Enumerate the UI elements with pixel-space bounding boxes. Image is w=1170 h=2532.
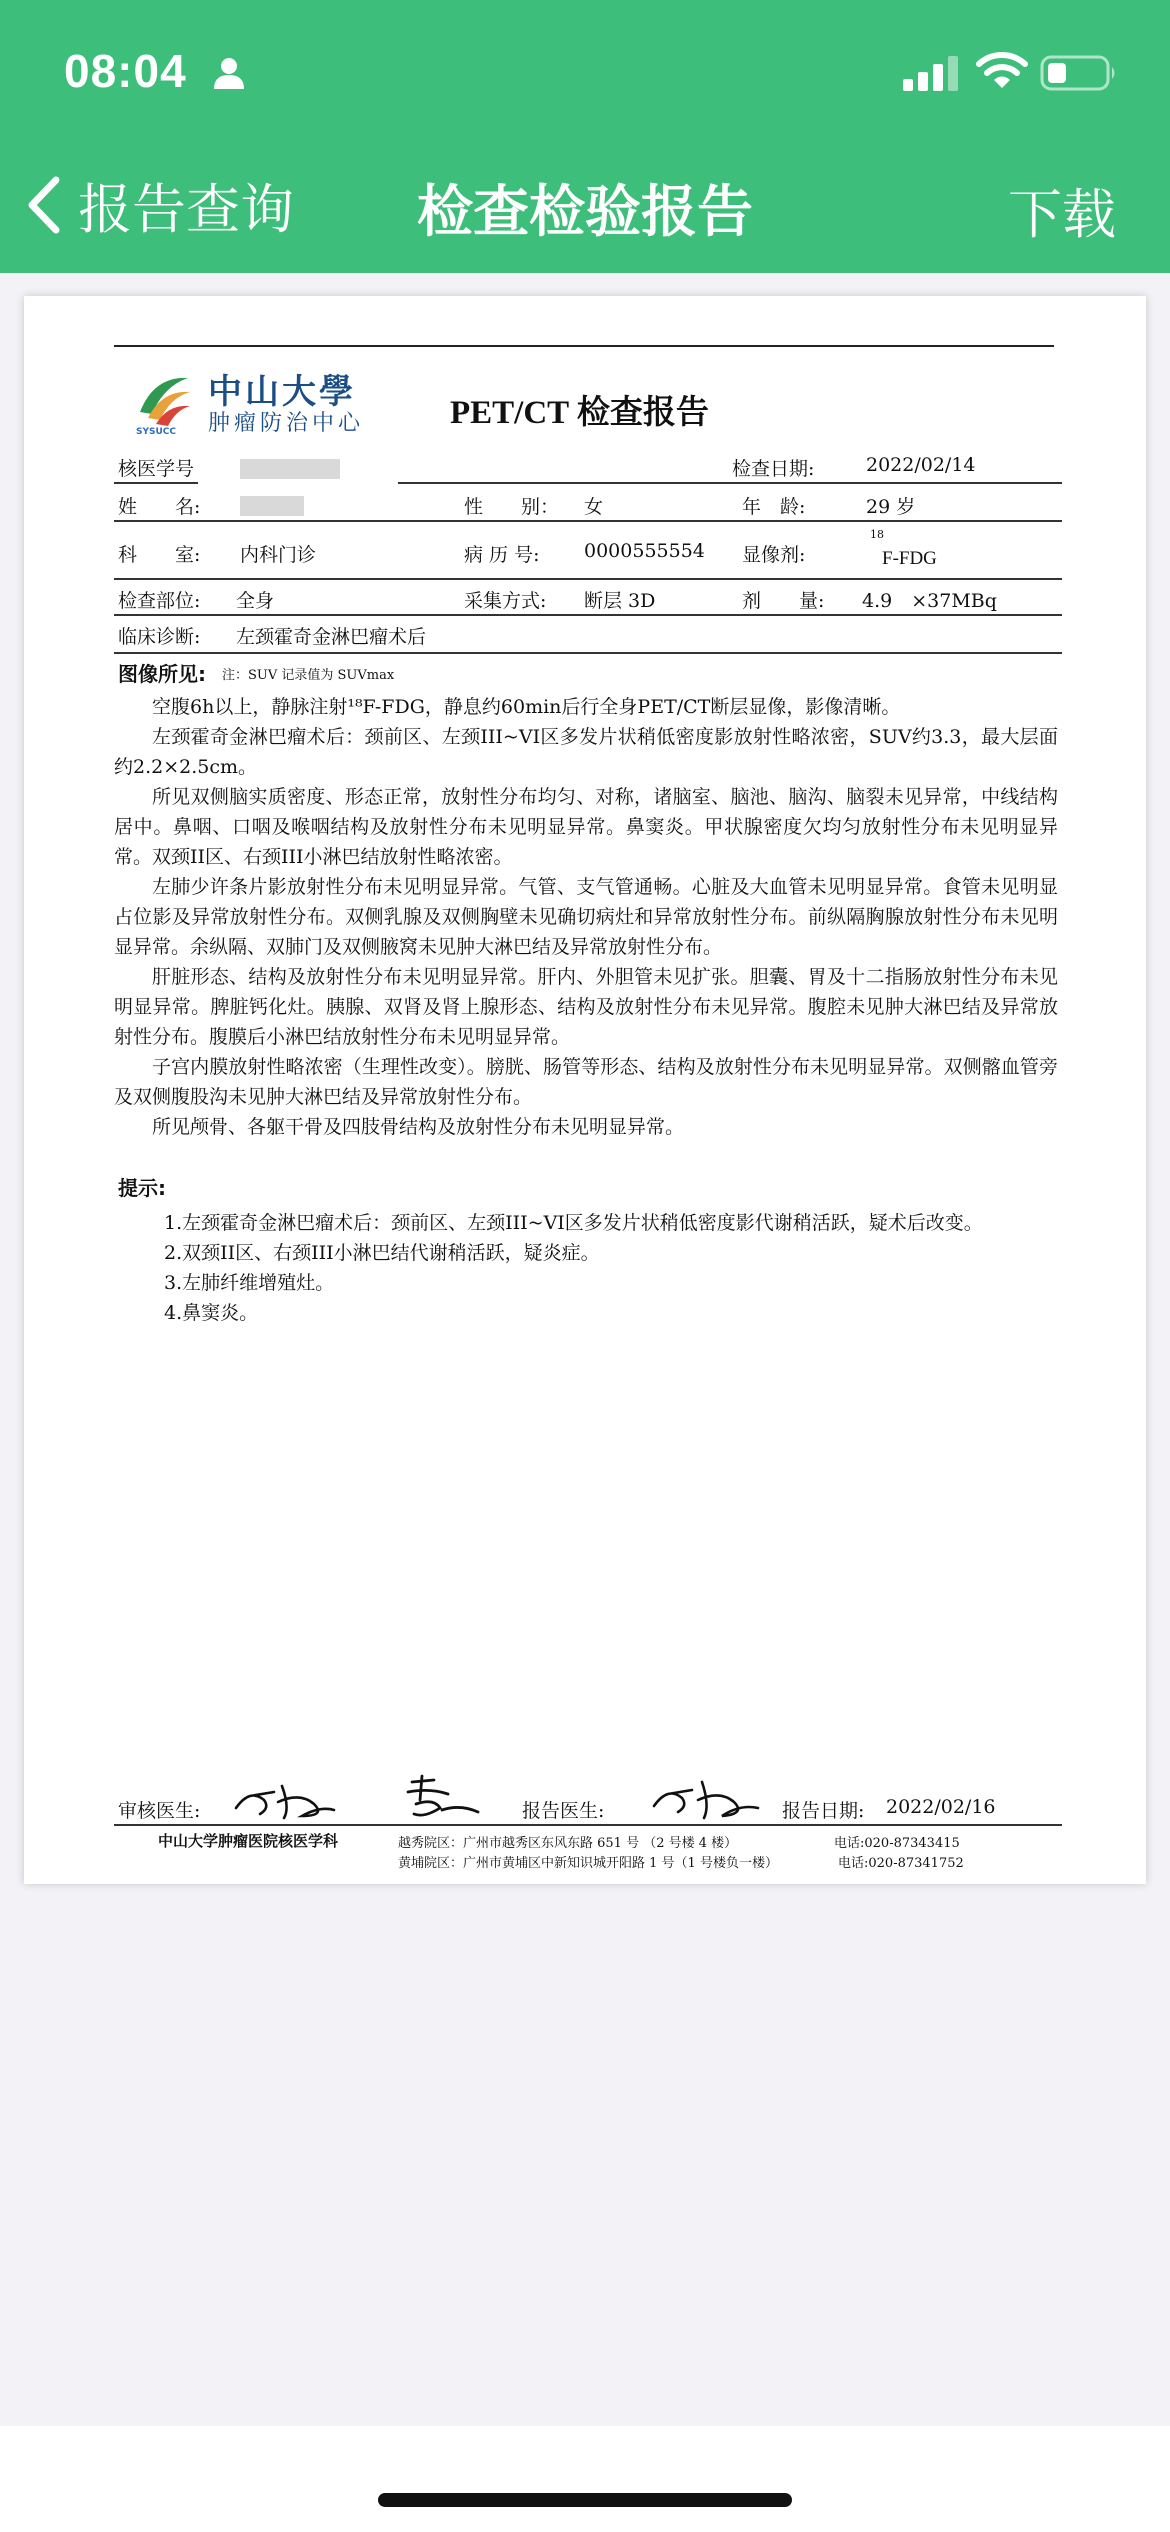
site-label: 检查部位: — [118, 590, 201, 612]
report-title: PET/CT 检查报告 — [450, 395, 709, 431]
redacted-name — [240, 496, 304, 516]
report-date-label: 报告日期: — [782, 1800, 865, 1822]
reporter-label: 报告医生: — [522, 1800, 605, 1822]
hint-label: 提示: — [118, 1176, 166, 1200]
agent-label: 显像剂: — [742, 544, 806, 566]
findings-paragraph: 子宫内膜放射性略浓密（生理性改变）。膀胱、肠管等形态、结构及放射性分布未见明显异常。双侧髂血管旁及双侧腹股沟未见肿大淋巴结及异常放射性分布。 — [114, 1056, 1058, 1108]
dose-value: 4.9 ×37MBq — [862, 590, 997, 612]
id-label: 核医学号 — [118, 458, 195, 480]
cellular-signal-icon — [903, 55, 959, 91]
hint-list — [164, 1208, 983, 1328]
agent-superscript: 18 — [870, 528, 884, 541]
reviewer-signature — [230, 1778, 340, 1822]
second-signature — [394, 1774, 484, 1822]
findings-paragraph: 空腹6h以上，静脉注射¹⁸F-FDG，静息约60min后行全身PET/CT断层显像，影像清晰。 — [152, 696, 901, 718]
sex-value: 女 — [584, 496, 604, 518]
findings-paragraph: 左肺少许条片影放射性分布未见明显异常。气管、支气管通畅。心脏及大血管未见明显异常。食管未见明显占位影及异常放射性分布。双侧乳腺及双侧胸壁未见确切病灶和异常放射性分布。前纵隔胸腺放射性分布未见明显异常。余纵隔、双肺门及双侧腋窝未见肿大淋巴结及异常放射性分布。 — [114, 876, 1058, 958]
page-title: 检查检验报告 — [417, 180, 753, 245]
download-button[interactable]: 下载 — [1008, 183, 1116, 246]
bottom-area — [0, 2426, 1170, 2532]
logo-emblem-icon — [134, 368, 192, 438]
hospital-logo — [134, 360, 374, 446]
exam-date: 2022/02/14 — [866, 454, 976, 476]
list-item: 4.鼻窦炎。 — [164, 1302, 259, 1324]
sex-label: 性 别： — [464, 496, 560, 518]
findings-note: 注：SUV 记录值为 SUVmax — [222, 668, 395, 683]
report-date: 2022/02/16 — [886, 1796, 996, 1818]
back-label: 报告查询 — [78, 177, 294, 241]
list-item: 2.双颈II区、右颈III小淋巴结代谢稍活跃，疑炎症。 — [164, 1242, 600, 1264]
findings-paragraph: 所见双侧脑实质密度、形态正常，放射性分布均匀、对称，诸脑室、脑池、脑沟、脑裂未见异常，中线结构居中。鼻咽、口咽及喉咽结构及放射性分布未见明显异常。鼻窦炎。甲状腺密度欠均匀放射性分布未见明显异常。双颈II区、右颈III小淋巴结放射性略浓密。 — [114, 786, 1058, 868]
svg-text:SYSUCC: SYSUCC — [136, 427, 176, 437]
age-label: 年 龄: — [742, 496, 806, 518]
method-label: 采集方式: — [464, 590, 547, 612]
wifi-icon — [976, 50, 1028, 90]
findings-body — [114, 692, 1058, 1142]
app-header — [0, 0, 1170, 273]
divider — [114, 345, 1054, 347]
logo-subtitle: 肿瘤防治中心 — [208, 411, 365, 436]
record-label: 病 历 号: — [464, 544, 540, 566]
diagnosis-value: 左颈霍奇金淋巴瘤术后 — [236, 626, 427, 648]
record-value: 0000555554 — [584, 540, 705, 562]
battery-icon — [1040, 54, 1118, 92]
footer-org: 中山大学肿瘤医院核医学科 — [158, 1832, 339, 1850]
footer-address-2: 黄埔院区：广州市黄埔区中新知识城开阳路 1 号（1 号楼负一楼） — [398, 1856, 778, 1871]
agent-value: F-FDG — [882, 548, 937, 569]
list-item: 1.左颈霍奇金淋巴瘤术后：颈前区、左颈III~VI区多发片状稍低密度影代谢稍活跃，疑术后改变。 — [164, 1212, 983, 1234]
name-label: 姓 名: — [118, 496, 201, 518]
report-document — [24, 296, 1146, 1884]
logo-name: 中山大學 — [208, 372, 356, 412]
exam-date-label: 检查日期: — [732, 458, 815, 480]
reviewer-label: 审核医生: — [118, 1800, 201, 1822]
footer-tel-1: 电话:020-87343415 — [834, 1836, 960, 1851]
dept-label: 科 室: — [118, 544, 201, 566]
redacted-id — [240, 459, 340, 479]
footer-tel-2: 电话:020-87341752 — [838, 1856, 964, 1871]
findings-paragraph: 所见颅骨、各躯干骨及四肢骨结构及放射性分布未见明显异常。 — [152, 1116, 685, 1138]
age-value: 29 岁 — [866, 496, 916, 518]
site-value: 全身 — [236, 590, 275, 612]
list-item: 3.左肺纤维增殖灶。 — [164, 1272, 335, 1294]
findings-paragraph: 左颈霍奇金淋巴瘤术后：颈前区、左颈III~VI区多发片状稍低密度影放射性略浓密，SUV约3.3，最大层面约2.2×2.5cm。 — [114, 726, 1058, 778]
diagnosis-label: 临床诊断: — [118, 626, 201, 648]
findings-label: 图像所见: — [118, 662, 206, 686]
method-value: 断层 3D — [584, 590, 656, 612]
findings-paragraph: 肝脏形态、结构及放射性分布未见明显异常。肝内、外胆管未见扩张。胆囊、胃及十二指肠放射性分布未见明显异常。脾脏钙化灶。胰腺、双肾及肾上腺形态、结构及放射性分布未见异常。腹腔未见肿大淋巴结及异常放射性分布。腹膜后小淋巴结放射性分布未见明显异常。 — [114, 966, 1058, 1048]
footer-address-1: 越秀院区：广州市越秀区东风东路 651 号 （2 号楼 4 楼） — [398, 1836, 738, 1851]
reporter-signature — [648, 1776, 764, 1822]
dept-value: 内科门诊 — [240, 544, 317, 566]
dose-label: 剂 量: — [742, 590, 825, 612]
status-time: 08:04 — [64, 45, 187, 97]
home-indicator[interactable] — [378, 2493, 792, 2507]
person-icon — [212, 56, 246, 90]
